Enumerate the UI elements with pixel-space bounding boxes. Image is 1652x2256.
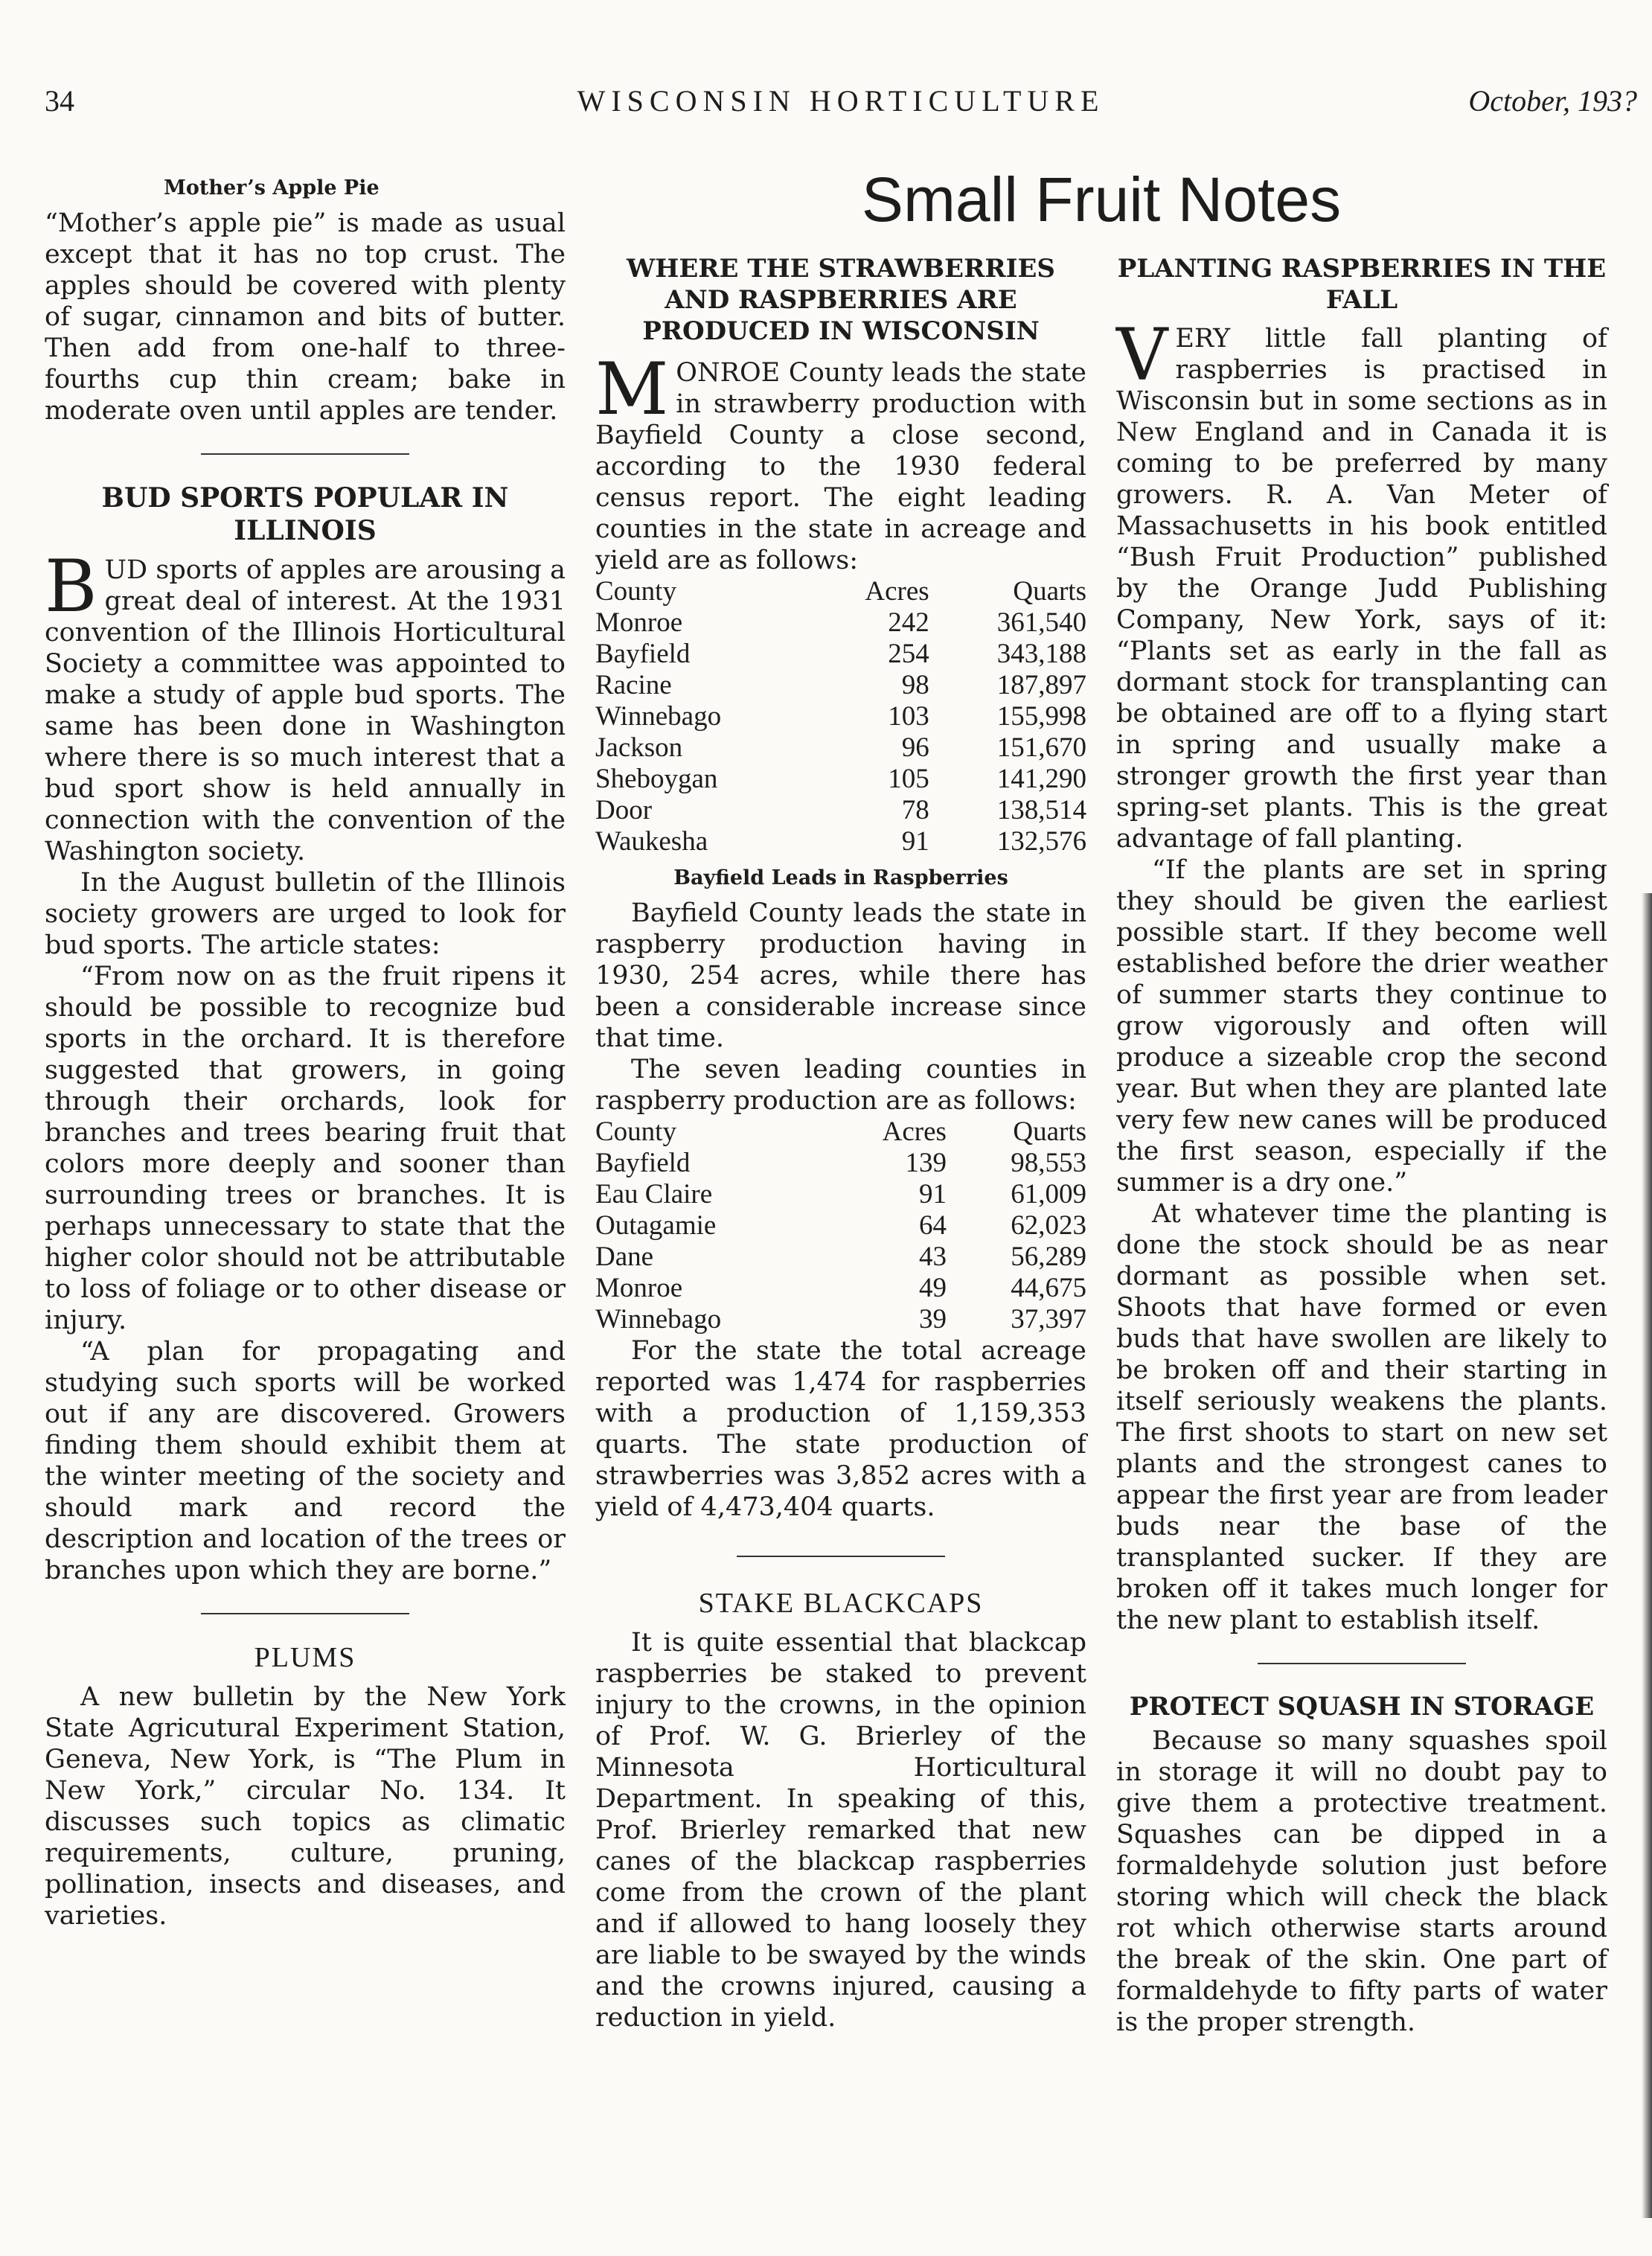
quarts-cell: 37,397: [1011, 1304, 1086, 1335]
squash-text: Because so many squashes spoil in storage it will no doubt pay to give them a protective treatment. Squashes can be dipped in a formaldehyde solution just before storing which will check the black rot which otherwise starts around the break of the skin. One part of formaldehyde to fifty parts of water is the proper strength.: [1116, 1726, 1607, 2037]
column-right: [1116, 253, 1607, 2038]
county-cell: Bayfield: [595, 639, 691, 669]
county-cell: Racine: [595, 670, 672, 700]
acres-cell: 254: [888, 639, 929, 669]
county-cell: Winnebago: [595, 701, 722, 732]
county-cell: Eau Claire: [595, 1179, 713, 1210]
apple-pie-title: Mother’s Apple Pie: [164, 176, 380, 199]
county-cell: Monroe: [595, 1273, 683, 1303]
strawberry-table: [595, 576, 1086, 857]
raspberry-table: [595, 1116, 1086, 1335]
dropcap: M: [595, 348, 669, 431]
acres-cell: 43: [918, 1242, 947, 1272]
bud-sports-p3: “From now on as the fruit ripens it should be possible to recognize bud sports in the orchard. It is therefore suggested that growers, in going through their orchards, look for branches and trees bearing fruit that colors more deeply and sooner than surrounding trees or branches. It is perhaps unnecessary to state that the higher color should not be attributable to loss of foliage or to other disease or injury.: [45, 962, 566, 1335]
bud-sports-title: BUD SPORTS POPULAR IN ILLINOIS: [101, 482, 509, 546]
county-cell: Dane: [595, 1242, 654, 1272]
page-number: 34: [45, 84, 74, 118]
blackcaps-text: It is quite essential that blackcap raspberries be staked to prevent injury to the crowns, in the opinion of Prof. W. G. Brierley of the Minnesota Horticultural Department. In speaking of this, Prof. Brierley remarked that new canes of the blackcap raspberries come from the crown of the plant and if allowed to hang loosely they are liable to be swayed by the winds and the crowns injured, causing a reduction in yield.: [595, 1628, 1086, 2033]
acres-cell: 242: [888, 607, 929, 638]
production-p2: Bayfield County leads the state in raspberry production having in 1930, 254 acres, while there has been a considerable increase since that time.: [595, 898, 1086, 1053]
county-cell: Winnebago: [595, 1304, 722, 1335]
fall-planting-title: PLANTING RASPBERRIES IN THE FALL: [1117, 254, 1607, 315]
quarts-cell: 98,553: [1011, 1148, 1086, 1178]
fall-planting-p2: “If the plants are set in spring they should be given the earliest possible start. If they become well established before the drier weather of summer starts they continue to grow vigorously and often will produce a sizeable crop the second year. But when they are planted late very few new canes will be produced the first season, especially if the summer is a dry one.”: [1116, 855, 1607, 1198]
county-cell: Monroe: [595, 607, 683, 638]
table-row: [595, 607, 1086, 639]
fall-planting-p1: [1116, 313, 1607, 854]
table-row: [595, 795, 1086, 826]
column-header: Quarts: [1013, 576, 1086, 607]
squash-title: PROTECT SQUASH IN STORAGE: [1129, 1692, 1595, 1722]
production-p3: The seven leading counties in raspberry production are as follows:: [595, 1055, 1086, 1116]
divider: [737, 1556, 945, 1557]
page-edge-shadow: [1642, 893, 1652, 2218]
acres-cell: 64: [918, 1210, 947, 1241]
county-cell: Jackson: [595, 732, 683, 763]
apple-pie-text: “Mother’s apple pie” is made as usual except that it has no top crust. The apples should be covered with plenty of sugar, cinnamon and bits of butter. Then add from one-half to three-fourths cup thin cream; bake in moderate oven until apples are tender.: [45, 208, 566, 426]
acres-cell: 103: [888, 701, 929, 732]
table-row: [595, 1273, 1086, 1304]
quarts-cell: 56,289: [1011, 1242, 1086, 1272]
quarts-cell: 61,009: [1011, 1179, 1086, 1210]
column-header: County: [595, 576, 676, 607]
acres-cell: 49: [918, 1273, 947, 1303]
column-header: Acres: [865, 576, 929, 607]
county-cell: Outagamie: [595, 1210, 717, 1241]
section-banner: Small Fruit Notes: [861, 164, 1342, 234]
bud-sports-p1: [45, 545, 566, 867]
production-p4: For the state the total acreage reported was 1,474 for raspberries with a production of 1,159,353 quarts. The state production of strawberries was 3,852 acres with a yield of 4,473,404 quarts.: [595, 1336, 1086, 1522]
acres-cell: 91: [918, 1179, 947, 1210]
acres-cell: 139: [905, 1148, 947, 1178]
table-header-row: [595, 576, 1086, 607]
raspberry-subtitle: Bayfield Leads in Raspberries: [673, 866, 1008, 889]
column-header: Acres: [882, 1116, 947, 1147]
bud-sports-p4: “A plan for propagating and studying such sports will be worked out if any are discovered. Growers finding them should exhibit them at the winter meeting of the society and should mark and record the description and location of the trees or branches upon which they are borne.”: [45, 1337, 566, 1585]
production-title: WHERE THE STRAWBERRIES AND RASPBERRIES ARE PRODUCED IN WISCONSIN: [627, 254, 1055, 346]
quarts-cell: 187,897: [996, 670, 1086, 700]
table-row: [595, 764, 1086, 795]
quarts-cell: 138,514: [996, 795, 1086, 825]
table-row: [595, 1304, 1086, 1335]
fall-planting-p1-text: ERY little fall planting of raspberries is practised in Wisconsin but in some sections as in New England and in Canada it is coming to be preferred by many growers. R. A. Van Meter of Massachusetts in his book entitled “Bush Fruit Production” published by the Orange Judd Publishing Company, New York, says of it: “Plants set as early in the fall as dormant stock for transplanting can be obtained are off to a flying start in spring and usually make a stronger growth the first year than spring-set plants. This is the great advantage of fall planting.: [1116, 324, 1607, 854]
plums-text: A new bulletin by the New York State Agricutural Experiment Station, Geneva, New York, is “The Plum in New York,” circular No. 134. It discusses such topics as climatic requirements, culture, pruning, pollination, insects and diseases, and varieties.: [45, 1682, 566, 1931]
county-cell: Sheboygan: [595, 764, 718, 794]
county-cell: Waukesha: [595, 826, 708, 857]
acres-cell: 98: [901, 670, 929, 700]
blackcaps-title: STAKE BLACKCAPS: [698, 1588, 984, 1619]
table-row: [595, 701, 1086, 732]
quarts-cell: 343,188: [996, 639, 1086, 669]
quarts-cell: 132,576: [996, 826, 1086, 857]
table-row: [595, 670, 1086, 701]
column-left: [45, 167, 566, 1931]
quarts-cell: 361,540: [996, 607, 1086, 638]
quarts-cell: 141,290: [996, 764, 1086, 794]
table-header-row: [595, 1116, 1086, 1148]
journal-title: WISCONSIN HORTICULTURE: [577, 84, 1105, 118]
quarts-cell: 151,670: [996, 732, 1086, 763]
quarts-cell: 155,998: [996, 701, 1086, 732]
column-middle: [595, 253, 1086, 2033]
table-row: [595, 732, 1086, 764]
divider: [1258, 1663, 1466, 1664]
issue-date: October, 193?: [1468, 84, 1637, 118]
acres-cell: 39: [918, 1304, 947, 1335]
table-row: [595, 1210, 1086, 1242]
table-row: [595, 1242, 1086, 1273]
county-cell: Door: [595, 795, 653, 825]
bud-sports-p1-text: UD sports of apples are arousing a great deal of interest. At the 1931 convention of the Illinois Horticultural Society a committee was appointed to make a study of apple bud sports. The same has been done in Washington where there is so much interest that a bud sport show is held annually in connection with the convention of the Washington society.: [45, 555, 566, 866]
dropcap: V: [1116, 313, 1168, 397]
dropcap: B: [45, 545, 97, 628]
table-row: [595, 1179, 1086, 1210]
table-row: [595, 639, 1086, 670]
acres-cell: 78: [901, 795, 929, 825]
quarts-cell: 62,023: [1011, 1210, 1086, 1241]
divider: [201, 453, 409, 455]
table-row: [595, 826, 1086, 857]
production-p1-text: ONROE County leads the state in strawberry production with Bayfield County a close second, according to the 1930 federal census report. The eight leading counties in the state in acreage and yield are as follows:: [595, 358, 1086, 575]
bud-sports-p2: In the August bulletin of the Illinois society growers are urged to look for bud sports. The article states:: [45, 868, 566, 960]
acres-cell: 105: [888, 764, 929, 794]
column-header: Quarts: [1013, 1116, 1086, 1147]
divider: [201, 1613, 409, 1614]
table-row: [595, 1148, 1086, 1179]
acres-cell: 96: [901, 732, 929, 763]
column-header: County: [595, 1116, 676, 1147]
running-head: [45, 83, 1637, 128]
plums-title: PLUMS: [254, 1642, 356, 1673]
county-cell: Bayfield: [595, 1148, 691, 1178]
production-p1: [595, 348, 1086, 576]
fall-planting-p3: At whatever time the planting is done the stock should be as near dormant as possible when set. Shoots that have formed or even buds that have swollen are likely to be broken off and their starting in itself seriously weakens the plants. The first shoots to start on new set plants and the strongest canes to appear the first year are from leader buds near the base of the transplanted sucker. If they are broken off it takes much longer for the new plant to establish itself.: [1116, 1199, 1607, 1635]
acres-cell: 91: [901, 826, 929, 857]
quarts-cell: 44,675: [1011, 1273, 1086, 1303]
